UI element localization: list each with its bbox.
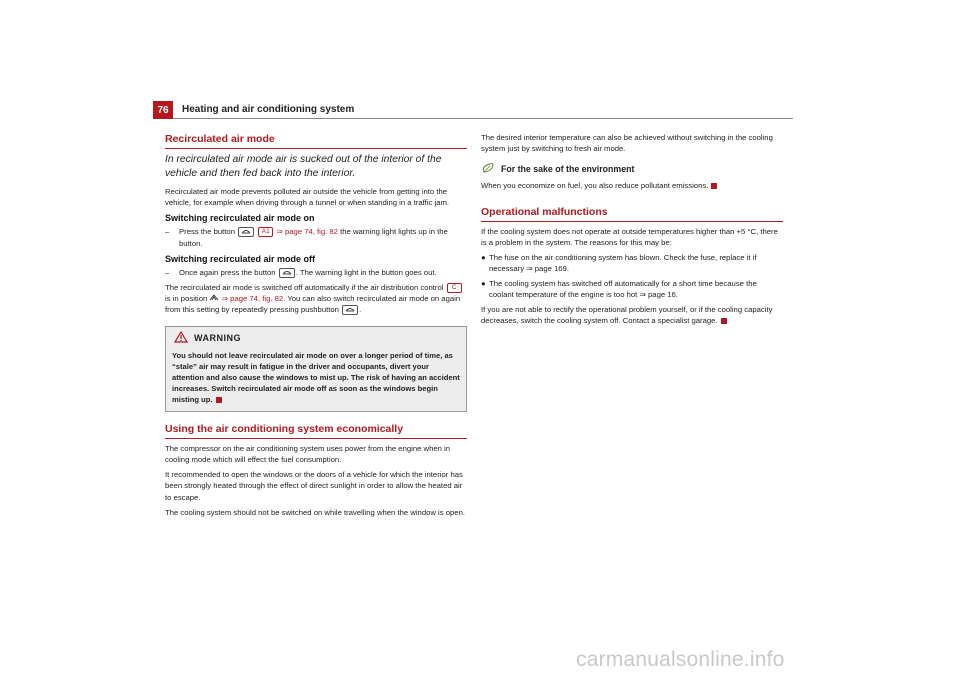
environment-title: For the sake of the environment [501, 164, 635, 175]
recirculation-button-icon [342, 305, 358, 315]
dash-marker: – [165, 267, 170, 277]
malfunction-outro: If you are not able to rectify the operational problem yourself, or if the cooling capacity decreases, switch the cooling system off. Contact a specialist garage. [481, 305, 773, 326]
control-badge-a1: A1 [258, 227, 273, 237]
environment-header [481, 162, 783, 177]
list-item: ● The cooling system has switched off automatically for a short time because the coolant temperature of the engine is too hot ⇒ page 16. [481, 278, 757, 299]
right-column [481, 132, 783, 330]
page-link[interactable]: ⇒ page 169. [526, 264, 569, 274]
recirc-body: Recirculated air mode prevents polluted air outside the vehicle from getting into the vehicle, for example when driving through a tunnel or when standing in a traffic jam. [165, 187, 450, 208]
warning-text: You should not leave recirculated air mode on over a longer period of time, as “stale” air may result in fatigue in the driver and occupants, divert your attention and also cause the windows to mist up. The risk of having an accident increases. Switch recirculated air mode off as soon as the windows begin misting up. [172, 350, 460, 404]
page-link[interactable]: ⇒ page 74, fig. 82 [276, 227, 338, 237]
fresh-air-text: The desired interior temperature can also be achieved without switching in the cooling system just by switching to fresh air mode. [481, 133, 773, 154]
warning-box [165, 326, 467, 412]
section-title-malfunctions: Operational malfunctions [481, 205, 783, 222]
environment-icon [481, 162, 495, 177]
economy-p1: The compressor on the air conditioning system uses power from the engine when in cooling mode which will effect the fuel consumption. [165, 443, 451, 465]
warning-triangle-icon [174, 331, 188, 346]
recirculation-button-icon [238, 227, 254, 237]
header-rule [173, 118, 793, 119]
switch-off-step: – Once again press the button . The warning light in the button goes out. [165, 267, 437, 277]
switch-on-heading: Switching recirculated air mode on [165, 213, 315, 224]
recirculation-button-icon [279, 268, 295, 278]
bullet-marker: ● [481, 253, 486, 263]
switch-off-heading: Switching recirculated air mode off [165, 253, 316, 264]
page-link[interactable]: ⇒ page 16. [639, 289, 678, 299]
section-intro: In recirculated air mode air is sucked out of the interior of the vehicle and then fed back into the interior. [165, 154, 442, 179]
page-link[interactable]: ⇒ page 74, fig. 82 [221, 294, 284, 304]
bullet-marker: ● [481, 278, 486, 288]
watermark: carmanualsonline.info [576, 648, 785, 671]
switch-on-step: – Press the button A1 ⇒ page 74, fig. 82 the warning light lights up in the button. [165, 227, 448, 248]
control-badge-c: C [447, 283, 462, 293]
end-marker [711, 183, 717, 189]
left-column [165, 132, 467, 522]
section-title-economy: Using the air conditioning system economically [165, 422, 467, 439]
end-marker [216, 397, 222, 403]
economy-p3: The cooling system should not be switched on while travelling when the window is open. [165, 507, 465, 517]
running-title: Heating and air conditioning system [182, 104, 355, 115]
dash-marker: – [165, 227, 170, 237]
section-title-recirculated: Recirculated air mode [165, 132, 467, 149]
warning-header [172, 331, 460, 346]
end-marker [721, 318, 727, 324]
page-number: 76 [153, 101, 173, 119]
list-item: ● The fuse on the air conditioning system has blown. Check the fuse, replace it if necessary ⇒ page 169. [481, 253, 757, 274]
malfunction-intro: If the cooling system does not operate at outside temperatures higher than +5 °C, there is a problem in the system. The reasons for this may be: [481, 226, 778, 248]
economy-p2: It recommended to open the windows or the doors of a vehicle for which the interior has been strongly heated through the effect of direct sunlight in order to allow the heated air to escape. [165, 470, 463, 502]
auto-switch-off-text: The recirculated air mode is switched off automatically if the air distribution control C is in position ⇒ page 74, fig. 82. You can also switch recirculated air mode on again from this setting by repeatedly pressing pushbutton . [165, 283, 461, 315]
environment-text: When you economize on fuel, you also reduce pollutant emissions. [481, 180, 783, 191]
warning-title: WARNING [194, 332, 241, 343]
air-distribution-icon [209, 294, 219, 303]
